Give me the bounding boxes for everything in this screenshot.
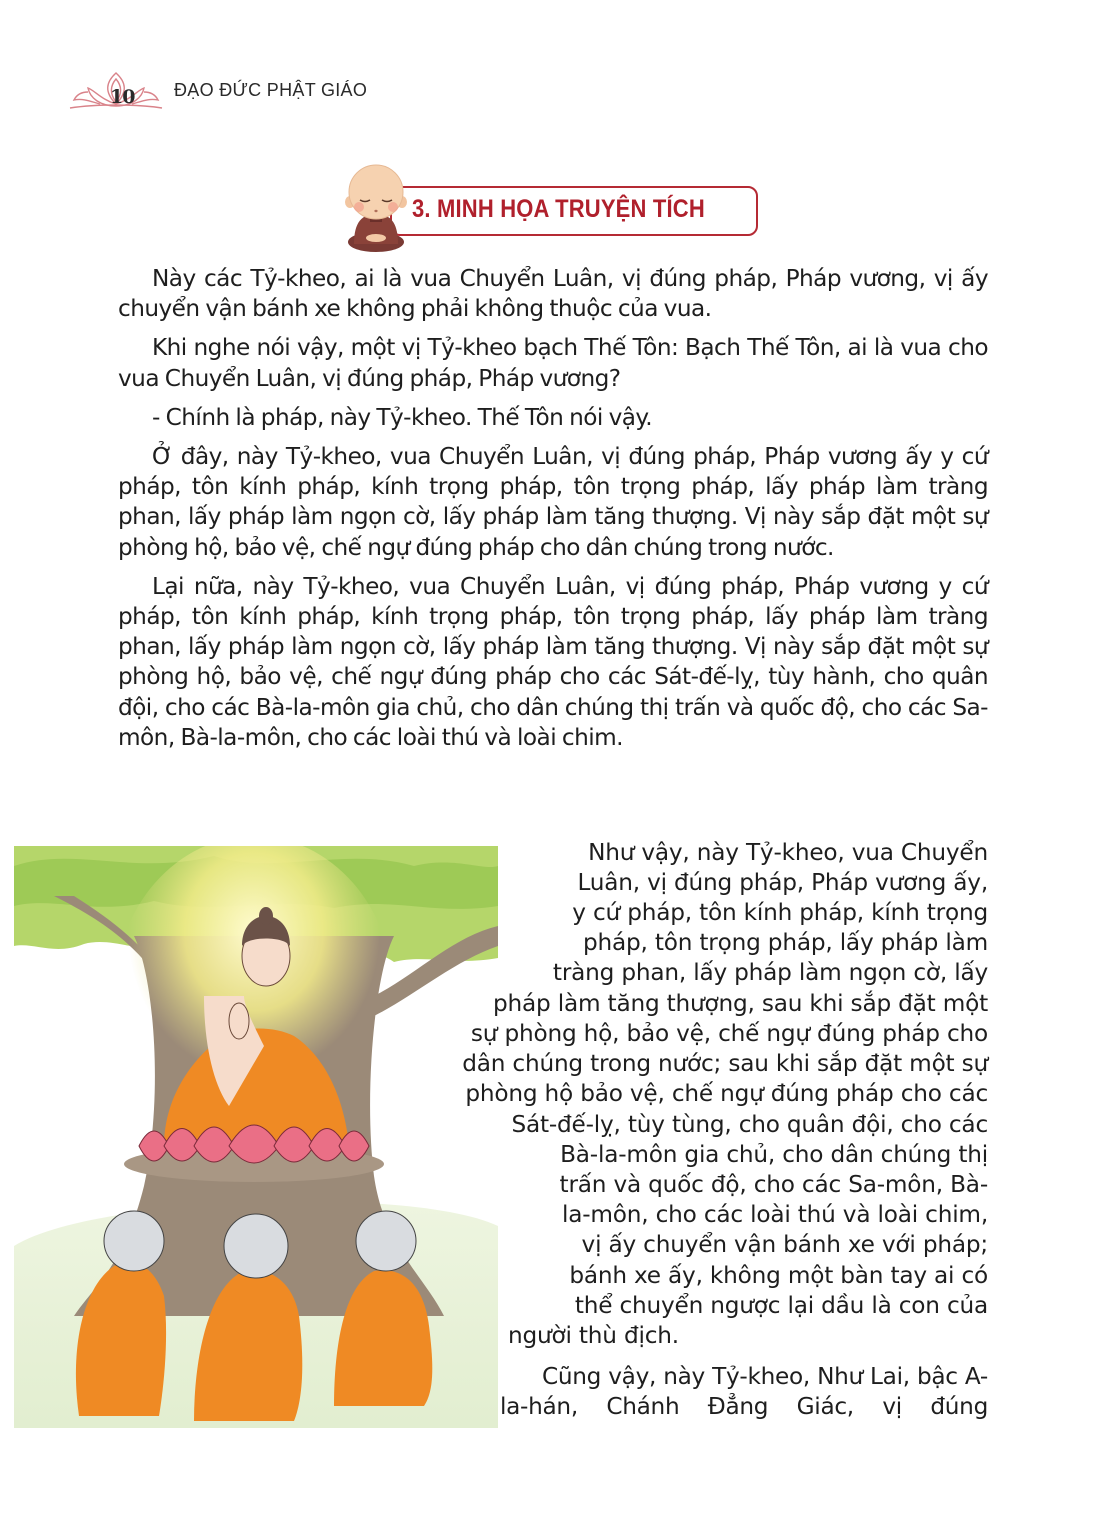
text-line: bánh xe ấy, không một bàn tay ai có	[569, 1262, 988, 1289]
text-line: tràng phan, lấy pháp làm ngọn cờ, lấy	[552, 959, 988, 986]
section-title: 3. MINH HỌA TRUYỆN TÍCH	[412, 195, 705, 223]
text-line: pháp làm tăng thượng, sau khi sắp đặt một	[493, 990, 988, 1017]
text-line: pháp, tôn trọng pháp, lấy pháp làm	[582, 929, 988, 956]
paragraph-5: Lại nữa, này Tỷ-kheo, vua Chuyển Luân, vị đúng pháp, Pháp vương y cứ pháp, tôn kính pháp, kính trọng pháp, tôn trọng pháp, lấy pháp làm tràng phan, lấy pháp làm ngọn cờ, lấy pháp làm tăng thượng. Vị này sắp đặt một sự phòng hộ, bảo vệ, chế ngự đúng pháp cho các Sát-đế-lỵ, tùy hành, cho quân đội, cho các Bà-la-môn gia chủ, cho dân chúng thị trấn và quốc độ, cho các Sa-môn, Bà-la-môn, cho các loài thú và loài chim.	[118, 572, 988, 751]
text-line: la-môn, cho các loài thú và loài chim,	[561, 1201, 988, 1228]
text-line: Luân, vị đúng pháp, Pháp vương ấy,	[577, 869, 988, 896]
paragraph-1: Này các Tỷ-kheo, ai là vua Chuyển Luân, vị đúng pháp, Pháp vương, vị ấy chuyển vận bánh xe không phải không thuộc của vua.	[118, 265, 988, 323]
monk-mascot-icon	[340, 158, 412, 254]
text-line: Bà-la-môn gia chủ, cho dân chúng thị	[560, 1141, 988, 1168]
text-line: vị ấy chuyển vận bánh xe với pháp;	[581, 1231, 988, 1258]
paragraph-4: Ở đây, này Tỷ-kheo, vua Chuyển Luân, vị đúng pháp, Pháp vương ấy y cứ pháp, tôn kính pháp, kính trọng pháp, tôn trọng pháp, lấy pháp làm tràng phan, lấy pháp làm ngọn cờ, lấy pháp làm tăng thượng. Vị này sắp đặt một sự phòng hộ, bảo vệ, chế ngự đúng pháp cho dân chúng trong nước.	[118, 443, 988, 561]
paragraph-3: - Chính là pháp, này Tỷ-kheo. Thế Tôn nói vậy.	[152, 403, 653, 431]
text-line: Sát-đế-lỵ, tùy tùng, cho quân đội, cho các	[511, 1111, 988, 1138]
paragraph-2: Khi nghe nói vậy, một vị Tỷ-kheo bạch Thế Tôn: Bạch Thế Tôn, ai là vua cho vua Chuyển Luân, vị đúng pháp, Pháp vương?	[118, 334, 988, 392]
page-number: 10	[110, 86, 135, 108]
text-line: trấn và quốc độ, cho các Sa-môn, Bà-	[559, 1171, 988, 1198]
text-line: dân chúng trong nước; sau khi sắp đặt một sự	[462, 1050, 988, 1077]
text-line: người thù địch.	[508, 1322, 679, 1349]
buddha-teaching-illustration	[14, 846, 498, 1428]
text-line: y cứ pháp, tôn kính pháp, kính trọng	[572, 899, 988, 926]
paragraph-7: Cũng vậy, này Tỷ-kheo, Như Lai, bậc A-la-hán, Chánh Đẳng Giác, vị đúng	[500, 1363, 988, 1421]
text-line: thể chuyển ngược lại dầu là con của	[574, 1292, 988, 1319]
text-line: Như vậy, này Tỷ-kheo, vua Chuyển	[588, 839, 988, 866]
book-title: ĐẠO ĐỨC PHẬT GIÁO	[174, 80, 368, 100]
section-heading	[340, 158, 770, 254]
text-line: phòng hộ bảo vệ, chế ngự đúng pháp cho các	[465, 1080, 988, 1107]
story-body	[118, 264, 988, 762]
text-line: sự phòng hộ, bảo vệ, chế ngự đúng pháp cho	[470, 1020, 988, 1047]
page-header	[66, 70, 386, 115]
